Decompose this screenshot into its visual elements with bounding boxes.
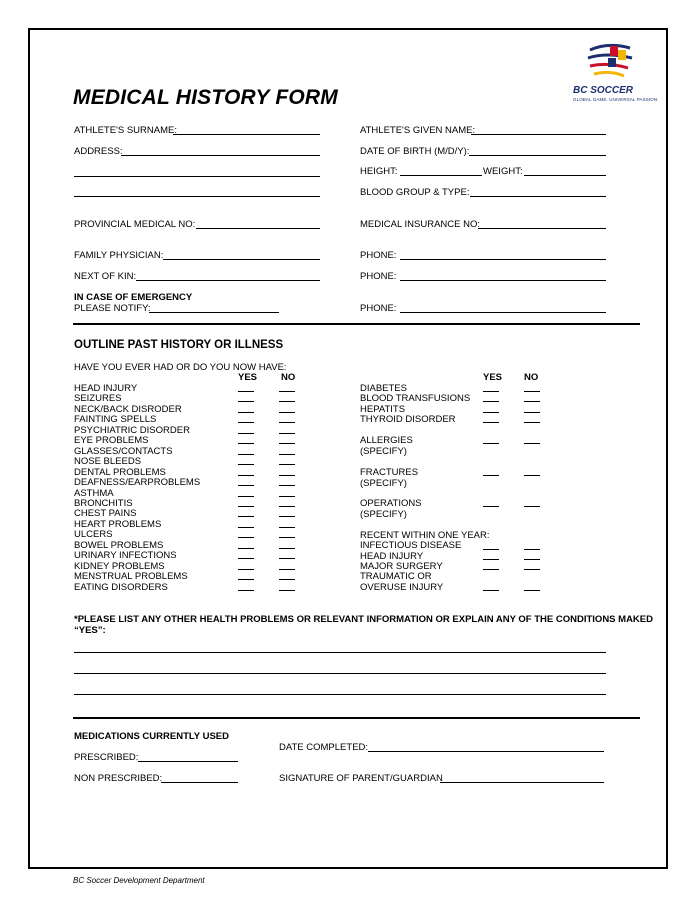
condition-label: EATING DISORDERS [74,581,168,593]
condition-label: NOSE BLEEDS [74,456,142,468]
blood-label: BLOOD GROUP & TYPE: [360,187,470,198]
surname-line[interactable] [173,134,320,135]
condition-yes-blank[interactable] [238,558,254,559]
operations-specify: (SPECIFY) [360,509,407,520]
condition-no-blank[interactable] [279,506,295,507]
condition-yes-blank[interactable] [238,485,254,486]
condition-yes-blank[interactable] [238,579,254,580]
condition-yes-blank[interactable] [238,454,254,455]
condition-yes-blank[interactable] [238,475,254,476]
condition-yes-blank[interactable] [238,391,254,392]
surname-label: ATHLETE'S SURNAME: [74,125,177,136]
condition-label: URINARY INFECTIONS [74,550,177,562]
condition-yes-blank[interactable] [483,412,499,413]
condition-no-blank[interactable] [279,412,295,413]
address-line-2[interactable] [74,176,320,177]
prescribed-label: PRESCRIBED: [74,752,139,763]
address-line-1[interactable] [121,155,320,156]
condition-label: HEART PROBLEMS [74,518,162,530]
recent-no-blank[interactable] [524,559,540,560]
section-divider-2 [73,717,640,719]
weight-label: WEIGHT: [483,166,523,177]
emergency-label: IN CASE OF EMERGENCY [74,292,193,303]
condition-label: DENTAL PROBLEMS [74,466,166,478]
condition-no-blank[interactable] [279,401,295,402]
condition-yes-blank[interactable] [238,537,254,538]
recent-heading: RECENT WITHIN ONE YEAR: [360,530,490,541]
insurance-line[interactable] [478,228,606,229]
fractures-label: FRACTURES [360,467,419,478]
condition-no-blank[interactable] [279,496,295,497]
condition-no-blank[interactable] [279,454,295,455]
condition-label: CHEST PAINS [74,508,137,520]
condition-no-blank[interactable] [524,412,540,413]
other-problems-line-1[interactable] [74,652,606,653]
dob-line[interactable] [469,155,606,156]
condition-no-blank[interactable] [524,422,540,423]
dob-label: DATE OF BIRTH (M/D/Y): [360,146,470,157]
condition-yes-blank[interactable] [238,422,254,423]
condition-no-blank[interactable] [279,485,295,486]
yes-header-left: YES [238,372,258,383]
operations-label: OPERATIONS [360,498,422,509]
condition-label: SEIZURES [74,393,122,405]
recent-no-blank[interactable] [524,569,540,570]
address-line-3[interactable] [74,196,320,197]
condition-label: BLOOD TRANSFUSIONS [360,393,471,405]
fractures-yes-blank[interactable] [483,475,499,476]
condition-no-blank[interactable] [279,443,295,444]
condition-yes-blank[interactable] [483,391,499,392]
date-completed-line[interactable] [368,751,604,752]
condition-label: HEPATITS [360,403,406,415]
condition-label: BOWEL PROBLEMS [74,539,164,551]
condition-yes-blank[interactable] [238,590,254,591]
physician-label: FAMILY PHYSICIAN: [74,250,164,261]
insurance-label: MEDICAL INSURANCE NO: [360,219,480,230]
condition-no-blank[interactable] [279,433,295,434]
height-label: HEIGHT: [360,166,398,177]
condition-label: PSYCHIATRIC DISORDER [74,424,190,436]
operations-yes-blank[interactable] [483,506,499,507]
recent-item: TRAUMATIC OR [360,571,432,582]
allergies-no-blank[interactable] [524,443,540,444]
condition-yes-blank[interactable] [483,422,499,423]
history-heading: OUTLINE PAST HISTORY OR ILLNESS [74,339,284,351]
condition-label: DEAFNESS/EARPROBLEMS [74,477,201,489]
next-of-kin-label: NEXT OF KIN: [74,271,137,282]
address-label: ADDRESS: [74,146,123,157]
condition-label: ULCERS [74,529,113,541]
recent-yes-blank[interactable] [483,590,499,591]
condition-yes-blank[interactable] [238,527,254,528]
condition-label: ASTHMA [74,487,114,499]
allergies-specify: (SPECIFY) [360,446,407,457]
condition-no-blank[interactable] [279,590,295,591]
condition-no-blank[interactable] [524,401,540,402]
condition-label: GLASSES/CONTACTS [74,445,173,457]
condition-yes-blank[interactable] [238,506,254,507]
condition-label: DIABETES [360,383,407,394]
fractures-specify: (SPECIFY) [360,478,407,489]
recent-yes-blank[interactable] [483,569,499,570]
condition-no-blank[interactable] [279,464,295,465]
condition-no-blank[interactable] [279,527,295,528]
non-prescribed-line[interactable] [161,782,238,783]
given-name-line[interactable] [471,134,606,135]
other-problems-text-2: “YES”: [74,625,106,636]
phone-label-3: PHONE: [360,303,397,314]
condition-label: EYE PROBLEMS [74,435,149,447]
condition-label: NECK/BACK DISRODER [74,403,182,415]
recent-item: OVERUSE INJURY [360,582,444,593]
notify-label: PLEASE NOTIFY: [74,303,151,314]
no-header-left: NO [281,372,296,383]
condition-yes-blank[interactable] [238,548,254,549]
condition-no-blank[interactable] [279,558,295,559]
other-problems-line-3[interactable] [74,694,606,695]
allergies-label: ALLERGIES [360,435,413,446]
notify-line[interactable] [149,312,279,313]
recent-item: INFECTIOUS DISEASE [360,540,462,551]
condition-no-blank[interactable] [279,516,295,517]
condition-yes-blank[interactable] [238,516,254,517]
other-problems-line-2[interactable] [74,673,606,674]
weight-line[interactable] [524,175,606,176]
phone-label-1: PHONE: [360,250,397,261]
condition-no-blank[interactable] [524,391,540,392]
recent-no-blank[interactable] [524,549,540,550]
next-of-kin-line[interactable] [136,280,320,281]
history-question: HAVE YOU EVER HAD OR DO YOU NOW HAVE: [74,362,287,373]
section-divider-1 [73,323,640,325]
recent-yes-blank[interactable] [483,559,499,560]
condition-label: THYROID DISORDER [360,414,456,426]
non-prescribed-label: NON PRESCRIBED: [74,773,163,784]
condition-no-blank[interactable] [279,537,295,538]
provincial-medical-label: PROVINCIAL MEDICAL NO: [74,219,196,230]
condition-label: HEAD INJURY [74,383,138,394]
phone-label-2: PHONE: [360,271,397,282]
condition-no-blank[interactable] [279,391,295,392]
phone-line-2[interactable] [400,280,606,281]
yes-header-right: YES [483,372,503,383]
page-title: MEDICAL HISTORY FORM [73,86,338,109]
phone-line-3[interactable] [400,312,606,313]
prescribed-line[interactable] [138,761,238,762]
medications-heading: MEDICATIONS CURRENTLY USED [74,731,230,742]
condition-yes-blank[interactable] [238,443,254,444]
condition-yes-blank[interactable] [483,401,499,402]
phone-line-1[interactable] [400,259,606,260]
condition-yes-blank[interactable] [238,412,254,413]
no-header-right: NO [524,372,539,383]
condition-yes-blank[interactable] [238,401,254,402]
condition-yes-blank[interactable] [238,496,254,497]
logo-tagline: GLOBAL GAME. UNIVERSAL PASSION. [573,97,659,102]
condition-label: FAINTING SPELLS [74,414,157,426]
bc-soccer-logo-icon [586,40,638,82]
condition-yes-blank[interactable] [238,569,254,570]
condition-label: KIDNEY PROBLEMS [74,560,165,572]
provincial-medical-line[interactable] [196,228,320,229]
recent-yes-blank[interactable] [483,549,499,550]
signature-label: SIGNATURE OF PARENT/GUARDIAN [279,773,443,784]
condition-no-blank[interactable] [279,548,295,549]
allergies-yes-blank[interactable] [483,443,499,444]
signature-line[interactable] [440,782,604,783]
fractures-no-blank[interactable] [524,475,540,476]
footer-text: BC Soccer Development Department [73,876,205,885]
recent-no-blank[interactable] [524,590,540,591]
logo-name: BC SOCCER [573,85,634,96]
condition-no-blank[interactable] [279,422,295,423]
blood-line[interactable] [470,196,606,197]
condition-no-blank[interactable] [279,579,295,580]
given-name-label: ATHLETE'S GIVEN NAME: [360,125,476,136]
condition-no-blank[interactable] [279,569,295,570]
operations-no-blank[interactable] [524,506,540,507]
physician-line[interactable] [163,259,320,260]
condition-yes-blank[interactable] [238,433,254,434]
height-line[interactable] [400,175,482,176]
condition-yes-blank[interactable] [238,464,254,465]
condition-label: BRONCHITIS [74,497,133,509]
other-problems-text-1: *PLEASE LIST ANY OTHER HEALTH PROBLEMS OR RELEVANT INFORMATION OR EXPLAIN ANY OF THE CONDITIONS MAKED [74,614,653,625]
condition-label: MENSTRUAL PROBLEMS [74,571,188,583]
condition-no-blank[interactable] [279,475,295,476]
recent-item: HEAD INJURY [360,551,424,562]
recent-item: MAJOR SURGERY [360,561,443,572]
date-completed-label: DATE COMPLETED: [279,742,369,753]
